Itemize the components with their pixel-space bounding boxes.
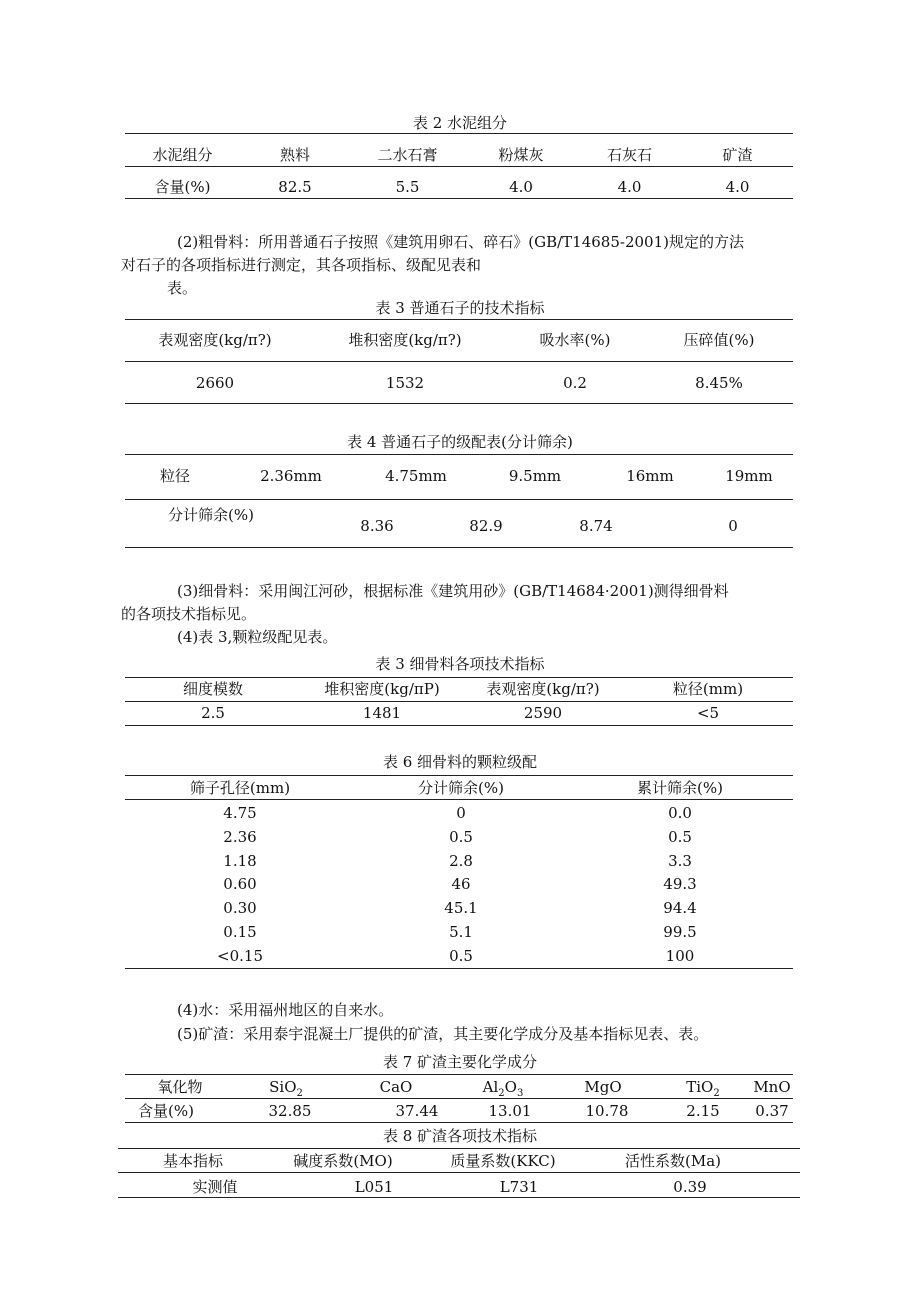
table-rule	[125, 799, 793, 800]
table-header-cell: 吸水率(%)	[539, 331, 611, 349]
table5-header-row	[125, 679, 793, 699]
table-cell: 0.2	[563, 374, 587, 392]
table-header-cell: 石灰石	[606, 146, 652, 164]
table-rule	[125, 701, 793, 702]
table-header-cell: 熟料	[279, 146, 310, 164]
table-rule	[125, 499, 793, 500]
table-cell: 5.5	[395, 178, 420, 196]
table-header-cell: 堆积密度(kg/πP)	[324, 680, 440, 698]
table-rule	[125, 1074, 793, 1075]
oxide-cao: CaO	[379, 1078, 413, 1096]
table4-row-label: 分计筛余(%)	[168, 506, 254, 524]
table-header-cell: 堆积密度(kg/π?)	[348, 331, 462, 349]
oxide-tio2: TiO$_2$	[686, 1078, 720, 1099]
table8-caption: 表 8 矿渣各项技术指标	[382, 1127, 538, 1145]
table2-value-row	[125, 177, 793, 197]
table-cell: 含量(%)	[138, 1102, 194, 1120]
table-cell: 0.30	[223, 899, 257, 918]
oxide-mgo: MgO	[584, 1078, 622, 1096]
table-cell: 32.85	[268, 1102, 312, 1120]
table7-value-row	[125, 1101, 793, 1121]
table-cell: 0.60	[223, 875, 257, 894]
table-cell: <5	[696, 704, 720, 722]
table-rule	[125, 677, 793, 678]
table-row	[125, 827, 793, 847]
table3-header-row	[125, 330, 793, 350]
table-cell: 3.3	[668, 851, 692, 870]
table-rule	[125, 547, 793, 548]
paragraph-line: 的各项技术指标见。	[121, 605, 257, 623]
table-cell: <0.15	[217, 946, 263, 965]
table-cell: 2.15	[686, 1102, 720, 1120]
table-rule	[125, 968, 793, 969]
table3-caption: 表 3 普通石子的技术指标	[375, 299, 545, 317]
table-header-cell: 表观密度(kg/π?)	[486, 680, 600, 698]
table-cell: 1532	[385, 374, 425, 392]
table-cell: 4.75	[223, 804, 257, 822]
table-row	[125, 851, 793, 871]
table-rule	[125, 198, 793, 199]
table-row	[125, 946, 793, 966]
table-cell: 0	[728, 517, 738, 535]
table-rule	[125, 133, 793, 134]
table-header-cell: 水泥组分	[152, 146, 213, 164]
table-header-cell: 质量系数(KKC)	[450, 1152, 556, 1170]
table-cell: 含量(%)	[154, 178, 211, 196]
table-rule	[125, 775, 793, 776]
table-cell: 46	[451, 875, 471, 894]
table-cell: 0.39	[673, 1178, 707, 1196]
table7-header-row	[125, 1077, 793, 1097]
table-cell: 45.1	[444, 899, 478, 918]
table-cell: 0.0	[668, 804, 692, 822]
table-cell: 0.37	[755, 1102, 789, 1120]
table-cell: 4.0	[725, 178, 750, 196]
table-cell: 13.01	[488, 1102, 532, 1120]
table2-caption: 表 2 水泥组分	[412, 114, 508, 132]
table6-caption: 表 6 细骨料的颗粒级配	[382, 753, 538, 771]
table-cell: L731	[499, 1178, 539, 1196]
table-header-cell: 矿渣	[722, 146, 753, 164]
table-header-cell: 活性系数(Ma)	[624, 1152, 722, 1170]
table-cell: 100	[665, 946, 695, 965]
paragraph-line: (3)细骨料：采用闽江河砂，根据标准《建筑用砂》(GB/T14684·2001)测得细骨料	[177, 582, 729, 600]
oxide-mno: MnO	[753, 1078, 791, 1096]
table-cell: 1481	[362, 704, 402, 722]
table-row	[125, 874, 793, 894]
paragraph-line: (4)水：采用福州地区的自来水。	[177, 1001, 394, 1019]
table-rule	[118, 1172, 800, 1173]
table7-caption: 表 7 矿渣主要化学成分	[382, 1053, 538, 1071]
table-header-cell: 基本指标	[162, 1152, 223, 1170]
paragraph-line: 表。	[167, 279, 198, 297]
table-cell: 8.45%	[695, 374, 743, 392]
table-cell: 37.44	[395, 1102, 439, 1120]
table-header-cell: 9.5mm	[508, 467, 562, 485]
table-cell: 82.9	[469, 517, 503, 535]
table-cell: 49.3	[663, 875, 697, 894]
table-rule	[125, 1098, 793, 1099]
table-header-cell: 19mm	[725, 467, 773, 485]
table8-header-row	[118, 1151, 800, 1171]
table-header-cell: 筛子孔径(mm)	[189, 779, 291, 797]
table-cell: 2.5	[201, 704, 225, 722]
table-header-cell: 分计筛余(%)	[418, 779, 504, 797]
table-header-cell: 细度模数	[182, 680, 243, 698]
table-header-cell: 16mm	[626, 467, 674, 485]
table-rule	[125, 319, 793, 320]
table-rule	[118, 1197, 800, 1198]
table-row	[125, 898, 793, 918]
table-header-cell: 碱度系数(MO)	[293, 1152, 393, 1170]
table-cell: 2.36	[223, 827, 257, 846]
table-cell: 2660	[195, 374, 235, 392]
table-cell: 5.1	[449, 923, 473, 941]
table-cell: 82.5	[278, 178, 312, 196]
table4-header-row	[125, 466, 793, 486]
table-header-cell: 粉煤灰	[498, 146, 544, 164]
table-cell: 实测值	[192, 1178, 238, 1196]
paragraph-line: (2)粗骨料：所用普通石子按照《建筑用卵石、碎石》(GB/T14685-2001)规定的方法	[177, 233, 744, 251]
table-cell: L051	[354, 1178, 394, 1196]
table-cell: 10.78	[585, 1102, 629, 1120]
table-cell: 8.36	[360, 517, 394, 535]
table-cell: 4.0	[509, 178, 533, 196]
table4-caption: 表 4 普通石子的级配表(分计筛余)	[347, 433, 573, 451]
table-cell: 2590	[523, 704, 563, 722]
table-cell: 0.5	[449, 827, 473, 846]
table-rule	[125, 1122, 793, 1123]
table-header-cell: 表观密度(kg/π?)	[158, 331, 272, 349]
table-header-cell: 二水石膏	[377, 146, 438, 164]
table-row	[125, 922, 793, 942]
table-header-cell: 氧化物	[157, 1078, 203, 1096]
table-rule	[125, 166, 793, 167]
table-cell: 94.4	[663, 899, 697, 918]
table-cell: 8.74	[579, 517, 613, 535]
table-cell: 0.5	[449, 946, 473, 965]
table2-header-row	[125, 145, 793, 165]
table3-value-row	[125, 373, 793, 393]
table-rule	[118, 1148, 800, 1149]
table-cell: 0.5	[668, 827, 692, 846]
table-rule	[125, 725, 793, 726]
paragraph-line: (5)矿渣：采用泰宇混凝土厂提供的矿渣，其主要化学成分及基本指标见表、表。	[177, 1025, 709, 1043]
oxide-al2o3: $Al_2O_3$	[482, 1078, 524, 1099]
table8-value-row	[118, 1177, 800, 1197]
table-header-cell: 4.75mm	[385, 467, 447, 485]
table5-caption: 表 3 细骨料各项技术指标	[375, 655, 545, 673]
oxide-sio2: SiO$_2$	[269, 1078, 303, 1099]
table-header-cell: 2.36mm	[260, 467, 322, 485]
table-header-cell: 粒径	[159, 467, 190, 485]
table-header-cell: 粒径(mm)	[672, 680, 744, 698]
table5-value-row	[125, 703, 793, 723]
table-rule	[125, 403, 793, 404]
table-cell: 1.18	[223, 851, 257, 870]
table-cell: 0.15	[223, 923, 257, 941]
table-cell: 99.5	[663, 923, 697, 941]
table-rule	[125, 361, 793, 362]
table-header-cell: 压碎值(%)	[683, 331, 755, 349]
table-row	[125, 803, 793, 823]
paragraph-line: 对石子的各项指标进行测定，其各项指标、级配见表和	[121, 256, 482, 274]
table-cell: 0	[456, 804, 466, 822]
table-rule	[125, 454, 793, 455]
table-cell: 4.0	[617, 178, 642, 196]
paragraph-line: (4)表 3,颗粒级配见表。	[177, 628, 338, 646]
table6-header-row	[125, 778, 793, 798]
table-header-cell: 累计筛余(%)	[637, 779, 723, 797]
table-cell: 2.8	[449, 851, 473, 870]
